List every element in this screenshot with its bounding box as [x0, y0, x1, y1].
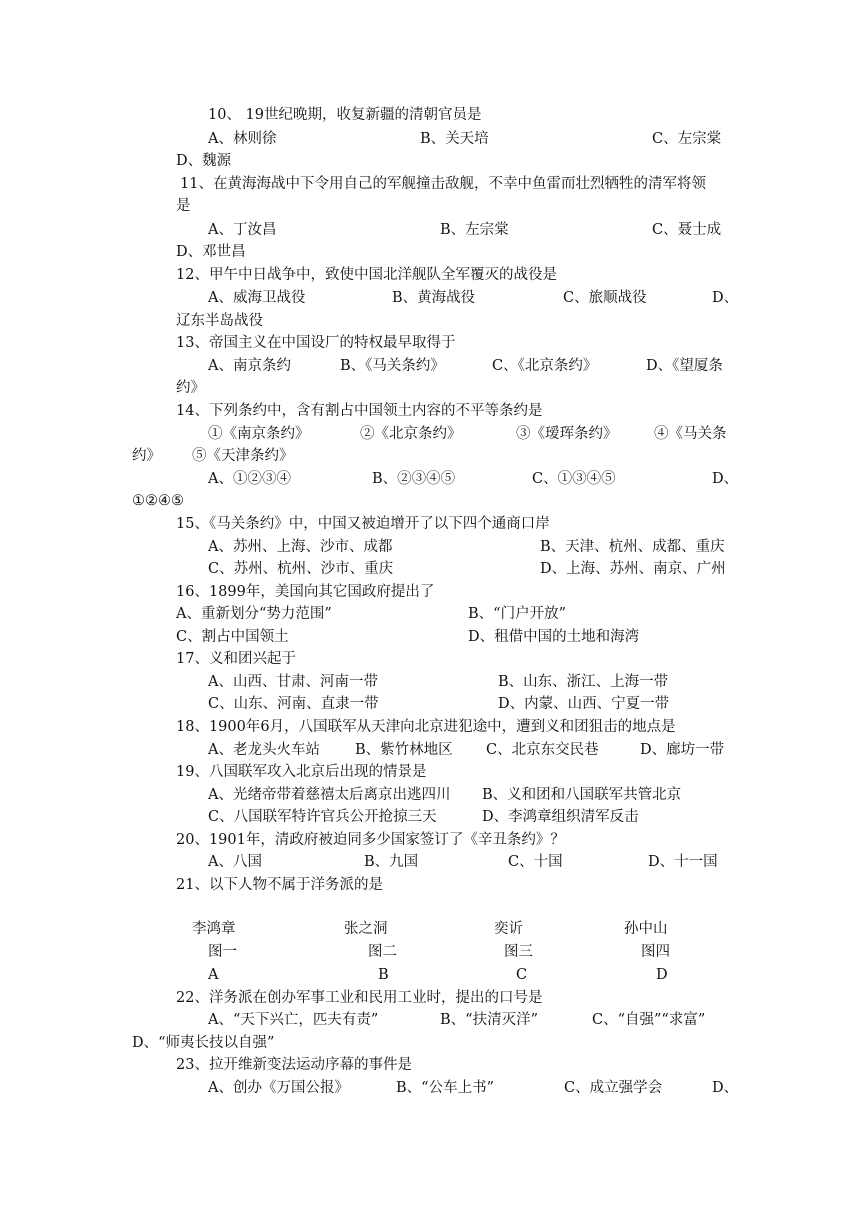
q22-option-b: B、“扶清灭洋” — [440, 1012, 538, 1028]
q16-stem: 16、1899年，美国向其它国政府提出了 — [176, 584, 435, 600]
q18-option-a: A、老龙头火车站 — [208, 742, 320, 758]
q16-option-d: D、租借中国的土地和海湾 — [468, 629, 640, 645]
q13-option-a: A、南京条约 — [208, 358, 291, 374]
q22-stem: 22、洋务派在创办军事工业和民用工业时，提出的口号是 — [176, 990, 543, 1006]
q14-option-a: A、①②③④ — [208, 471, 291, 487]
q13-option-d-cont: 约》 — [176, 380, 205, 396]
q15-option-c: C、苏州、杭州、沙市、重庆 — [208, 561, 394, 577]
q21-letter-c: C — [516, 967, 528, 983]
q21-fig-4: 图四 — [641, 944, 670, 960]
q19-option-d: D、李鸿章组织清军反击 — [482, 809, 639, 825]
q14-option-c: C、①③④⑤ — [532, 471, 616, 487]
q17-stem: 17、义和团兴起于 — [176, 651, 296, 667]
q10-option-a: A、林则徐 — [208, 131, 277, 147]
q23-option-a: A、创办《万国公报》 — [208, 1080, 349, 1096]
q10-option-d: D、魏源 — [176, 153, 232, 169]
q19-option-a: A、光绪帝带着慈禧太后离京出逃四川 — [208, 787, 451, 803]
q20-option-c: C、十国 — [508, 854, 563, 870]
q11-option-a: A、丁汝昌 — [208, 222, 277, 238]
q18-option-b: B、紫竹林地区 — [355, 742, 453, 758]
q12-option-d-cont: 辽东半岛战役 — [176, 313, 263, 329]
q12-option-c: C、旅顺战役 — [563, 290, 647, 306]
q15-option-d: D、上海、苏州、南京、广州 — [540, 561, 726, 577]
q11-option-d: D、邓世昌 — [176, 244, 246, 260]
q22-option-c: C、“自强”“求富” — [592, 1012, 706, 1028]
q17-option-b: B、山东、浙江、上海一带 — [498, 674, 669, 690]
q23-option-c: C、成立强学会 — [564, 1080, 663, 1096]
q14-option-d-cont: ①②④⑤ — [132, 493, 184, 509]
q13-option-b: B、《马关条约》 — [340, 358, 445, 374]
q19-option-c: C、八国联军特许官兵公开抢掠三天 — [208, 809, 437, 825]
q21-letter-a: A — [208, 967, 219, 983]
q11-stem: 11、在黄海海战中下令用自己的军舰撞击敌舰，不幸中鱼雷而壮烈牺牲的清军将领 — [180, 176, 706, 192]
q15-stem: 15、《马关条约》中，中国又被迫增开了以下四个通商口岸 — [176, 516, 550, 532]
q21-stem: 21、以下人物不属于洋务派的是 — [176, 877, 383, 893]
q21-fig-2: 图二 — [368, 944, 397, 960]
q18-stem: 18、1900年6月，八国联军从天津向北京进犯途中，遭到义和团狙击的地点是 — [176, 719, 676, 735]
q18-option-d: D、廊坊一带 — [640, 742, 725, 758]
q17-option-c: C、山东、河南、直隶一带 — [208, 696, 379, 712]
q11-option-b: B、左宗棠 — [440, 222, 509, 238]
q21-letter-b: B — [378, 967, 389, 983]
q14-item-3: ③《瑷珲条约》 — [516, 426, 618, 442]
q23-option-d: D、 — [712, 1080, 739, 1096]
q14-stem: 14、下列条约中，含有割占中国领土内容的不平等条约是 — [176, 403, 543, 419]
q14-option-b: B、②③④⑤ — [372, 471, 456, 487]
q21-letter-d: D — [656, 967, 668, 983]
q14-item-5: ⑤《天津条约》 — [192, 448, 294, 464]
q11-option-c: C、聂士成 — [652, 222, 722, 238]
q20-option-b: B、九国 — [364, 854, 419, 870]
q21-fig-3: 图三 — [504, 944, 533, 960]
q10-stem: 10、 19世纪晚期，收复新疆的清朝官员是 — [208, 107, 482, 123]
q12-stem: 12、甲午中日战争中，致使中国北洋舰队全军覆灭的战役是 — [176, 267, 557, 283]
q21-name-4: 孙中山 — [624, 921, 668, 937]
q13-option-d: D、《望厦条 — [646, 358, 723, 374]
q23-stem: 23、拉开维新变法运动序幕的事件是 — [176, 1057, 412, 1073]
q21-name-1: 李鸿章 — [192, 921, 236, 937]
q14-item-1: ①《南京条约》 — [208, 426, 310, 442]
q16-option-c: C、割占中国领土 — [176, 629, 289, 645]
q13-stem: 13、帝国主义在中国设厂的特权最早取得于 — [176, 335, 456, 351]
q21-fig-1: 图一 — [208, 944, 237, 960]
q22-option-d: D、“师夷长技以自强” — [132, 1035, 275, 1051]
q12-option-a: A、威海卫战役 — [208, 290, 306, 306]
q13-option-c: C、《北京条约》 — [492, 358, 598, 374]
q14-option-d: D、 — [712, 471, 739, 487]
q16-option-b: B、“门户开放” — [468, 606, 566, 622]
q16-option-a: A、重新划分“势力范围” — [176, 606, 332, 622]
q19-option-b: B、义和团和八国联军共管北京 — [482, 787, 682, 803]
q10-option-c: C、左宗棠 — [652, 131, 722, 147]
q15-option-a: A、苏州、上海、沙市、成都 — [208, 539, 393, 555]
q14-item-4: ④《马关条 — [654, 426, 727, 442]
q20-option-a: A、八国 — [208, 854, 262, 870]
q11-stem-cont: 是 — [176, 198, 191, 214]
q23-option-b: B、“公车上书” — [396, 1080, 494, 1096]
q21-name-2: 张之洞 — [344, 921, 388, 937]
q18-option-c: C、北京东交民巷 — [486, 742, 599, 758]
q17-option-a: A、山西、甘肃、河南一带 — [208, 674, 378, 690]
q12-option-b: B、黄海战役 — [392, 290, 476, 306]
q15-option-b: B、天津、杭州、成都、重庆 — [540, 539, 725, 555]
q10-option-b: B、关天培 — [420, 131, 489, 147]
q20-stem: 20、1901年，清政府被迫同多少国家签订了《辛丑条约》？ — [176, 832, 565, 848]
q19-stem: 19、八国联军攻入北京后出现的情景是 — [176, 764, 427, 780]
q12-option-d: D、 — [712, 290, 739, 306]
q14-item-2: ②《北京条约》 — [360, 426, 462, 442]
q20-option-d: D、十一国 — [648, 854, 718, 870]
q14-item-4-cont: 约》 — [132, 448, 161, 464]
q21-name-3: 奕䜣 — [494, 921, 523, 937]
q22-option-a: A、“天下兴亡，匹夫有责” — [208, 1012, 379, 1028]
q17-option-d: D、内蒙、山西、宁夏一带 — [498, 696, 670, 712]
